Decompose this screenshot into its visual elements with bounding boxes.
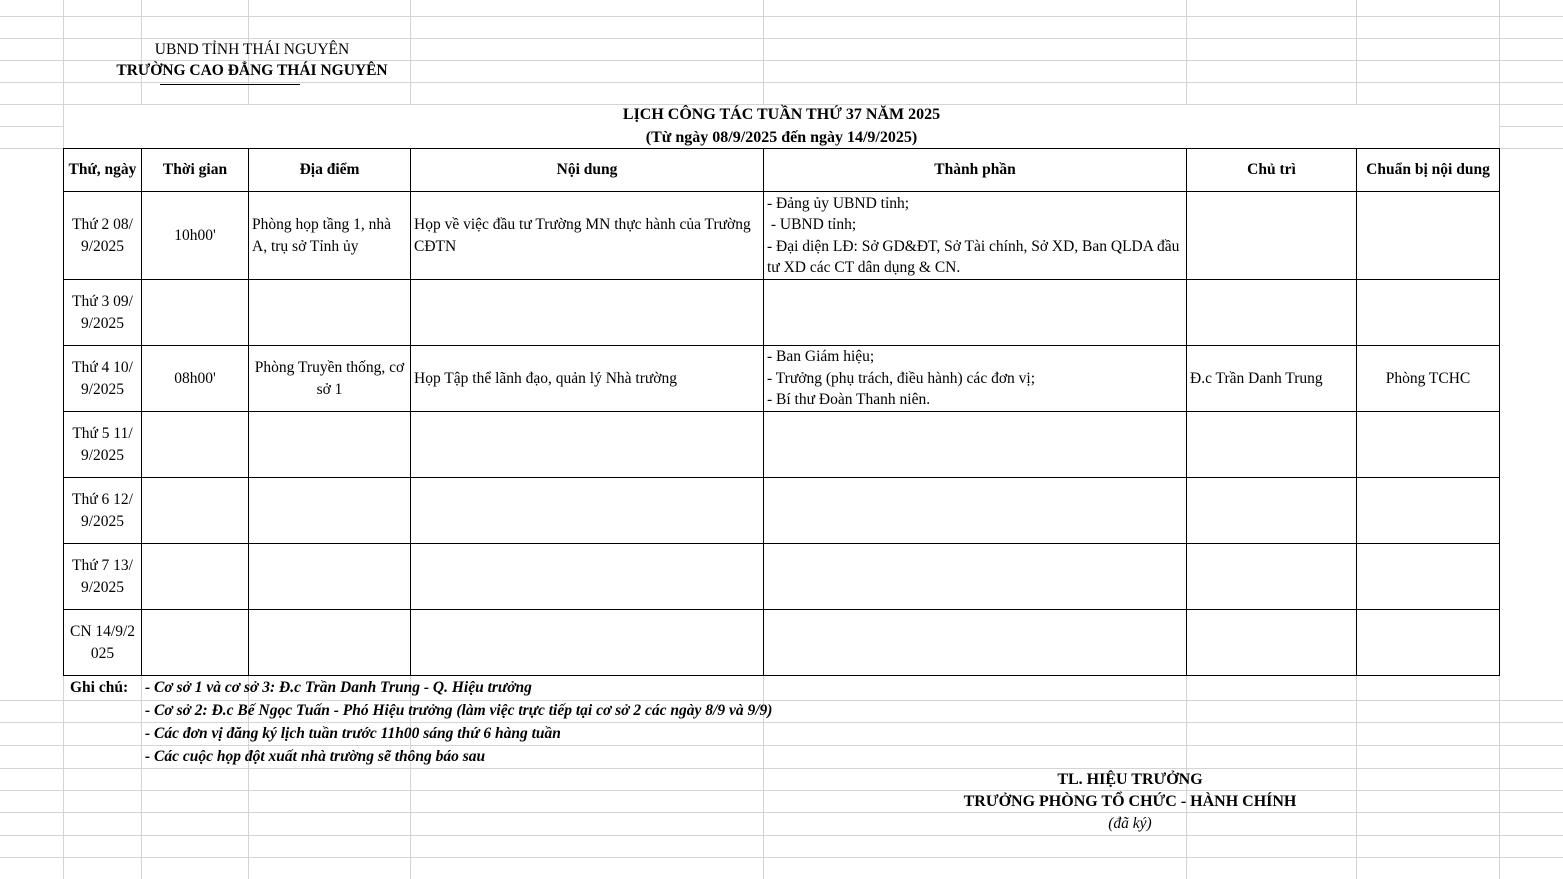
- signature-position: TRƯỞNG PHÒNG TỔ CHỨC - HÀNH CHÍNH: [963, 793, 1297, 810]
- table-row: [64, 412, 1500, 478]
- chair-cell[interactable]: [1187, 478, 1357, 544]
- time-cell[interactable]: [142, 412, 249, 478]
- time-cell[interactable]: [142, 610, 249, 676]
- place-cell[interactable]: [249, 610, 411, 676]
- prep-cell[interactable]: [1357, 544, 1500, 610]
- signature-status: (đã ký): [1108, 815, 1152, 832]
- participants-cell[interactable]: [764, 412, 1187, 478]
- table-row: [64, 544, 1500, 610]
- chair-cell[interactable]: [1187, 412, 1357, 478]
- time-cell[interactable]: [142, 544, 249, 610]
- page-subtitle: (Từ ngày 08/9/2025 đến ngày 14/9/2025): [645, 129, 918, 146]
- place-cell[interactable]: [249, 478, 411, 544]
- place-cell[interactable]: Phòng Truyền thống, cơ sở 1: [249, 346, 411, 412]
- notes-label: Ghi chú:: [70, 679, 129, 696]
- schedule-table: [63, 148, 1500, 676]
- place-cell[interactable]: Phòng họp tầng 1, nhà A, trụ sở Tỉnh ủy: [249, 192, 411, 280]
- table-row: [64, 280, 1500, 346]
- participants-cell[interactable]: [764, 544, 1187, 610]
- content-cell[interactable]: Họp Tập thể lãnh đạo, quản lý Nhà trường: [411, 346, 764, 412]
- col-header-chair[interactable]: Chủ trì: [1187, 149, 1357, 192]
- col-header-participants[interactable]: Thành phần: [764, 149, 1187, 192]
- chair-cell[interactable]: [1187, 192, 1357, 280]
- chair-cell[interactable]: [1187, 544, 1357, 610]
- content-cell[interactable]: [411, 412, 764, 478]
- participant-line: - Ban Giám hiệu;: [767, 348, 875, 366]
- content-cell[interactable]: Họp về việc đầu tư Trường MN thực hành của Trường CĐTN: [411, 192, 764, 280]
- time-cell[interactable]: 10h00': [142, 192, 249, 280]
- day-cell[interactable]: Thứ 4 10/9/2025: [64, 346, 142, 412]
- note-item: - Các đơn vị đăng ký lịch tuần trước 11h00 sáng thứ 6 hàng tuần: [145, 725, 561, 742]
- day-cell[interactable]: Thứ 3 09/9/2025: [64, 280, 142, 346]
- table-row: [64, 610, 1500, 676]
- prep-cell[interactable]: [1357, 192, 1500, 280]
- prep-cell[interactable]: [1357, 412, 1500, 478]
- prep-cell[interactable]: Phòng TCHC: [1357, 346, 1500, 412]
- participants-cell[interactable]: [764, 346, 1187, 412]
- signature-title: TL. HIỆU TRƯỞNG: [1057, 771, 1203, 788]
- col-header-prep[interactable]: Chuẩn bị nội dung: [1357, 149, 1500, 192]
- place-cell[interactable]: [249, 544, 411, 610]
- note-item: - Cơ sở 2: Đ.c Bế Ngọc Tuấn - Phó Hiệu trưởng (làm việc trực tiếp tại cơ sở 2 các ngày 8/9 và 9/9): [145, 702, 773, 719]
- participants-cell[interactable]: [764, 610, 1187, 676]
- content-cell[interactable]: [411, 478, 764, 544]
- prep-cell[interactable]: [1357, 478, 1500, 544]
- participants-cell[interactable]: [764, 280, 1187, 346]
- col-header-content[interactable]: Nội dung: [411, 149, 764, 192]
- prep-cell[interactable]: [1357, 610, 1500, 676]
- day-cell[interactable]: CN 14/9/2025: [64, 610, 142, 676]
- table-row: [64, 346, 1500, 412]
- org-parent: UBND TỈNH THÁI NGUYÊN: [154, 41, 350, 58]
- participant-line: - Đảng ủy UBND tỉnh;: [767, 194, 910, 212]
- page-title: LỊCH CÔNG TÁC TUẦN THỨ 37 NĂM 2025: [622, 106, 941, 123]
- col-header-place[interactable]: Địa điểm: [249, 149, 411, 192]
- prep-cell[interactable]: [1357, 280, 1500, 346]
- time-cell[interactable]: 08h00': [142, 346, 249, 412]
- chair-cell[interactable]: Đ.c Trần Danh Trung: [1187, 346, 1357, 412]
- participant-line: - Bí thư Đoàn Thanh niên.: [767, 391, 931, 409]
- org-underline: [160, 84, 300, 85]
- chair-cell[interactable]: [1187, 610, 1357, 676]
- content-cell[interactable]: [411, 280, 764, 346]
- table-header-row: [64, 149, 1500, 192]
- participants-cell[interactable]: [764, 478, 1187, 544]
- chair-cell[interactable]: [1187, 280, 1357, 346]
- participant-line: - Trưởng (phụ trách, điều hành) các đơn vị;: [767, 369, 1036, 387]
- note-item: - Cơ sở 1 và cơ sở 3: Đ.c Trần Danh Trung - Q. Hiệu trưởng: [145, 679, 532, 696]
- participant-line: - UBND tỉnh;: [767, 216, 857, 233]
- org-name: TRƯỜNG CAO ĐẲNG THÁI NGUYÊN: [116, 62, 388, 79]
- table-row: [64, 478, 1500, 544]
- day-cell[interactable]: Thứ 7 13/9/2025: [64, 544, 142, 610]
- content-cell[interactable]: [411, 544, 764, 610]
- day-cell[interactable]: Thứ 6 12/9/2025: [64, 478, 142, 544]
- col-header-day[interactable]: Thứ, ngày: [64, 149, 142, 192]
- time-cell[interactable]: [142, 280, 249, 346]
- content-cell[interactable]: [411, 610, 764, 676]
- day-cell[interactable]: Thứ 2 08/9/2025: [64, 192, 142, 280]
- note-item: - Các cuộc họp đột xuất nhà trường sẽ thông báo sau: [145, 748, 486, 765]
- place-cell[interactable]: [249, 412, 411, 478]
- col-header-time[interactable]: Thời gian: [142, 149, 249, 192]
- participant-line: - Đại diện LĐ: Sở GD&ĐT, Sở Tài chính, Sở XD, Ban QLDA đầu tư XD các CT dân dụng & CN.: [767, 237, 1180, 276]
- participants-cell[interactable]: [764, 192, 1187, 280]
- day-cell[interactable]: Thứ 5 11/9/2025: [64, 412, 142, 478]
- table-row: [64, 192, 1500, 280]
- place-cell[interactable]: [249, 280, 411, 346]
- time-cell[interactable]: [142, 478, 249, 544]
